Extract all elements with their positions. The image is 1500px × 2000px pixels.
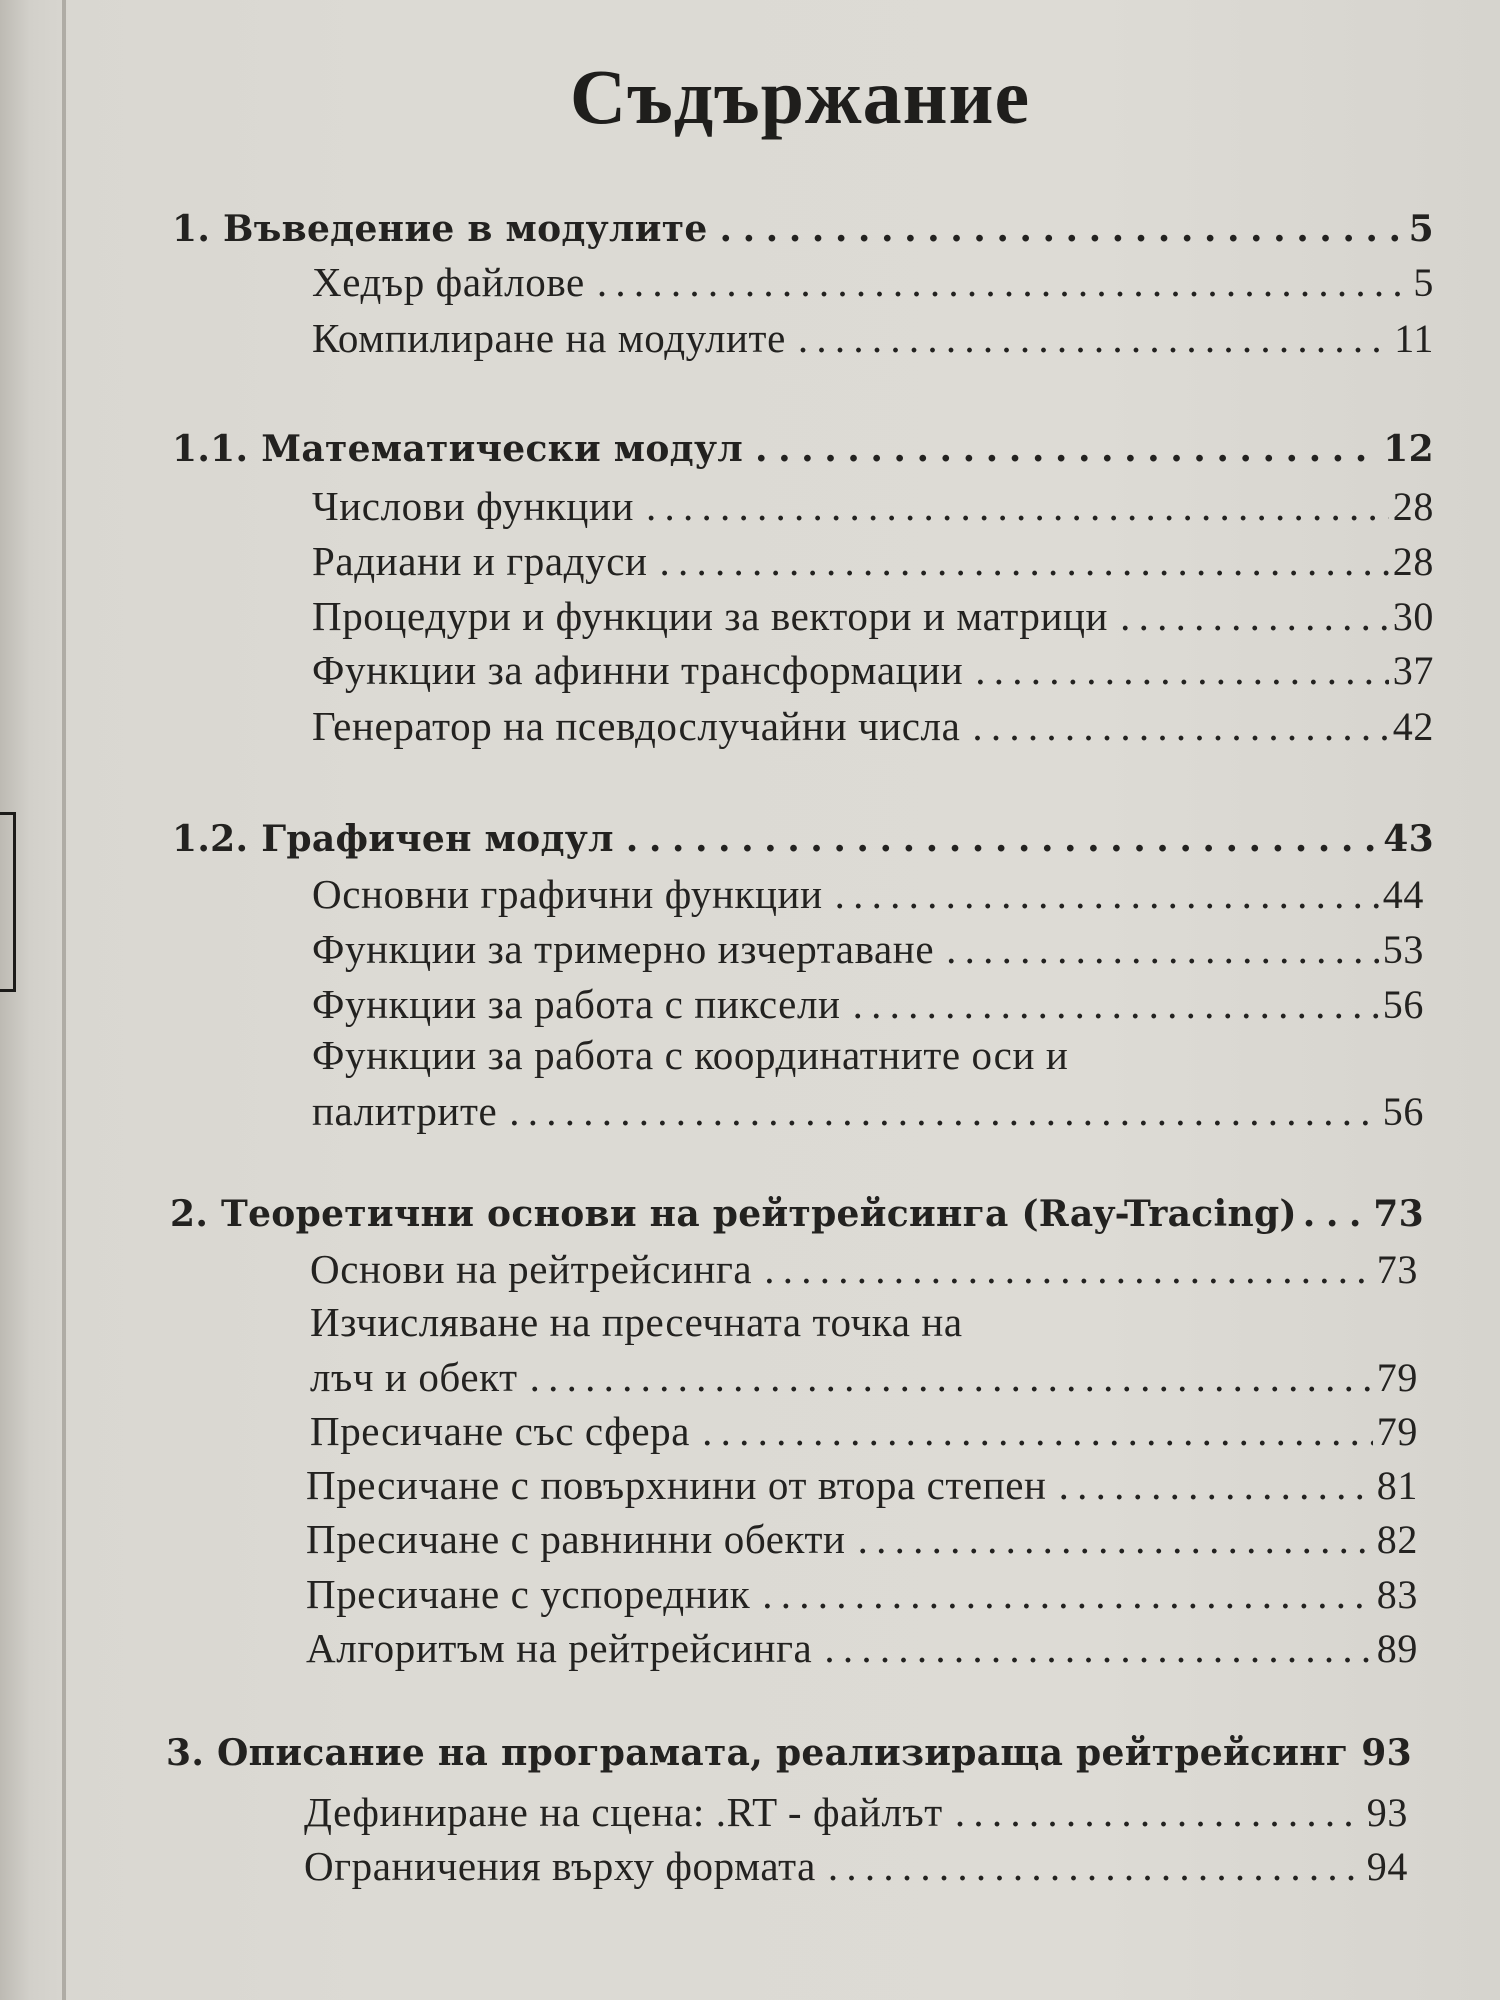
toc-entry-page: 42 xyxy=(1392,704,1434,749)
toc-entry-page: 93 xyxy=(1361,1732,1412,1774)
toc-entry-text: Пресичане със сфера xyxy=(310,1408,691,1454)
toc-entry-text: Основи на рейтрейсинга xyxy=(310,1246,753,1292)
toc-heading-1-2 xyxy=(172,818,1434,860)
toc-entry xyxy=(310,1353,1418,1401)
toc-entry xyxy=(312,870,1424,918)
toc-entry xyxy=(312,925,1424,973)
toc-entry xyxy=(312,702,1434,750)
toc-entry xyxy=(312,980,1424,1028)
toc-entry-text: Числови функции xyxy=(312,483,635,529)
toc-entry-page: 83 xyxy=(1376,1572,1418,1617)
toc-entry-text: Ограничения върху формата xyxy=(304,1843,816,1889)
toc-entry-text: Функции за афинни трансформации xyxy=(312,647,964,693)
toc-entry-page: 81 xyxy=(1376,1463,1418,1508)
toc-entry-text: Генератор на псевдослучайни числа xyxy=(312,703,961,749)
toc-entry-text: лъч и обект xyxy=(310,1354,518,1400)
toc-heading-1-1 xyxy=(172,428,1434,470)
toc-entry-page: 43 xyxy=(1383,818,1434,860)
page-title: Съдържание xyxy=(569,53,1031,140)
toc-entry-text: 2. Теоретични основи на рейтрейсинга (Ray-Tracing) xyxy=(170,1193,1297,1235)
toc-entry-page: 37 xyxy=(1392,648,1434,693)
toc-entry xyxy=(310,1407,1418,1455)
toc-entry-text: 3. Описание на програмата, реализираща рейтрейсинг xyxy=(166,1732,1349,1774)
toc-entry-text: Пресичане с успоредник xyxy=(306,1571,751,1617)
toc-entry-text: Компилиране на модулите xyxy=(312,315,786,361)
toc-entry-text: палитрите xyxy=(312,1088,498,1134)
toc-entry-page: 73 xyxy=(1376,1247,1418,1292)
toc-entry-page: 28 xyxy=(1392,539,1434,584)
toc-entry-text: Дефиниране на сцена: .RT - файлът xyxy=(304,1789,943,1835)
toc-entry-page: 79 xyxy=(1376,1409,1418,1454)
toc-entry-text: Процедури и функции за вектори и матрици xyxy=(312,593,1109,639)
toc-entry xyxy=(312,537,1434,585)
toc-entry-page: 5 xyxy=(1413,260,1434,305)
toc-entry-page: 30 xyxy=(1392,594,1434,639)
toc-entry xyxy=(312,482,1434,530)
toc-heading-3 xyxy=(166,1732,1412,1774)
toc-entry xyxy=(312,592,1434,640)
toc-entry-page: 28 xyxy=(1392,484,1434,529)
toc-entry-page: 53 xyxy=(1382,927,1424,972)
toc-entry-text: Функции за работа с пиксели xyxy=(312,981,841,1027)
toc-entry-page: 12 xyxy=(1383,428,1434,470)
toc-entry-page: 73 xyxy=(1373,1193,1424,1235)
toc-entry xyxy=(304,1842,1408,1890)
toc-entry-text: Радиани и градуси xyxy=(312,538,648,584)
toc-entry-page: 79 xyxy=(1376,1355,1418,1400)
toc-entry-page: 44 xyxy=(1382,872,1424,917)
toc-entry-page: 93 xyxy=(1366,1790,1408,1835)
toc-entry xyxy=(306,1515,1418,1563)
toc-entry xyxy=(306,1624,1418,1672)
toc-entry-page: 56 xyxy=(1382,1089,1424,1134)
toc-entry xyxy=(304,1788,1408,1836)
toc-entry xyxy=(312,314,1434,362)
toc-entry-text: Пресичане с равнинни обекти xyxy=(306,1516,846,1562)
toc-entry-page: 56 xyxy=(1382,982,1424,1027)
toc-heading-1 xyxy=(172,208,1434,250)
toc-entry-text: Основни графични функции xyxy=(312,871,823,917)
toc-entry-text: 1.2. Графичен модул xyxy=(172,818,614,860)
toc-entry-text-line1: Функции за работа с координатните оси и xyxy=(312,1032,1069,1078)
toc-entry-text: 1.1. Математически модул xyxy=(172,428,744,470)
toc-entry xyxy=(312,646,1434,694)
toc-entry-text-line1: Изчисляване на пресечната точка на xyxy=(310,1299,963,1345)
toc-entry-text: Функции за тримерно изчертаване xyxy=(312,926,935,972)
toc-entry-page: 11 xyxy=(1394,316,1434,361)
toc-entry xyxy=(306,1570,1418,1618)
toc-entry-text: Пресичане с повърхнини от втора степен xyxy=(306,1462,1047,1508)
toc-entry-page: 5 xyxy=(1408,208,1434,250)
toc-entry-page: 82 xyxy=(1376,1517,1418,1562)
toc-heading-2 xyxy=(170,1193,1424,1235)
toc-entry xyxy=(312,258,1434,306)
toc-entry xyxy=(310,1245,1418,1293)
toc-entry-page: 89 xyxy=(1376,1626,1418,1671)
toc-entry-page: 94 xyxy=(1366,1844,1408,1889)
toc-entry xyxy=(306,1461,1418,1509)
toc-entry-text: 1. Въведение в модулите xyxy=(172,208,708,250)
toc-entry-text: Алгоритъм на рейтрейсинга xyxy=(306,1625,813,1671)
toc-entry xyxy=(312,1087,1424,1135)
toc-entry-text: Хедър файлове xyxy=(312,259,585,305)
